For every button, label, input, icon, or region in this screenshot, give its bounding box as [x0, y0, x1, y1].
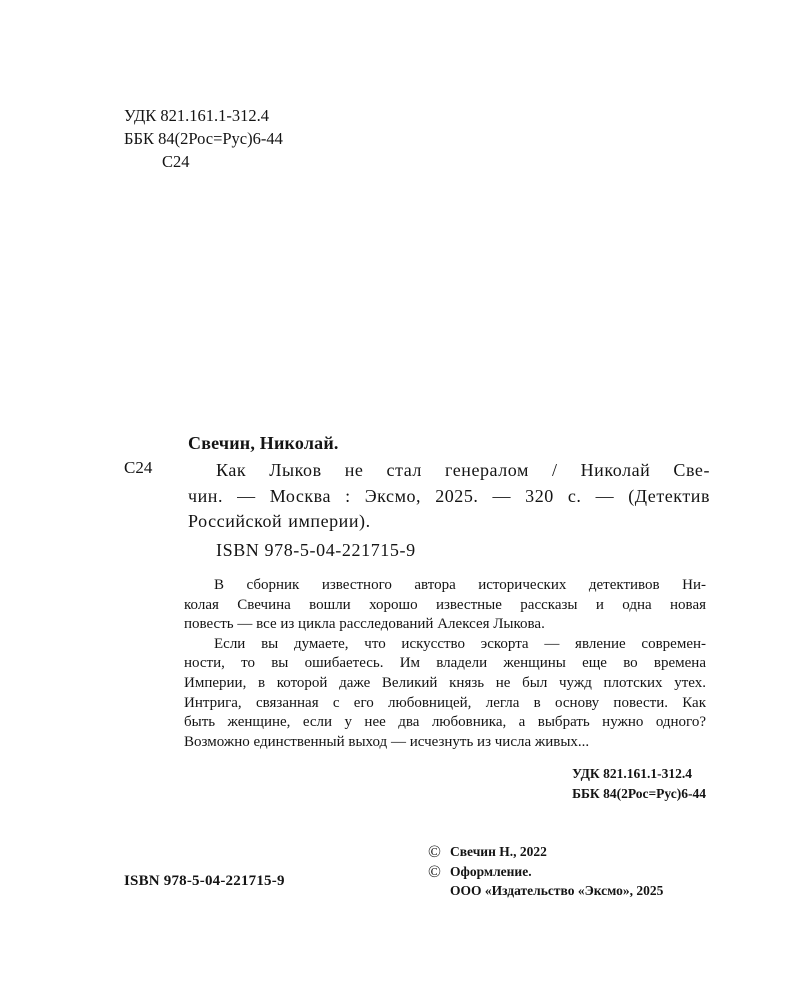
annotation-line: Империи, в которой даже Великий князь не был чужд плотских утех.	[184, 674, 706, 691]
copyright-publisher-row	[428, 881, 663, 901]
annotation-line: колая Свечина вошли хорошо известные рассказы и одна новая	[184, 596, 706, 613]
copyright-author-row	[428, 842, 663, 862]
copyright-icon: ©	[428, 842, 441, 861]
annotation-line: ности, то вы ошибаетесь. Им владели женщины еще во времена	[184, 655, 706, 672]
copyright-icon: ©	[428, 861, 441, 881]
top-classification-block	[124, 104, 283, 173]
description-line: Как Лыков не стал генералом / Николай Све-	[216, 460, 710, 480]
annotation-line: быть женщине, если у нее два любовника, а выбрать нужно одного?	[184, 714, 706, 731]
annotation-line: Если вы думаете, что искусство эскорта — явление современ-	[214, 635, 706, 652]
annotation-line: Интрига, связанная с его любовницей, легла в основу повести. Как	[184, 694, 706, 711]
udk-code: УДК 821.161.1-312.4	[124, 106, 270, 125]
description-line: Российской империи).	[188, 511, 371, 532]
isbn-bottom: ISBN 978-5-04-221715-9	[124, 873, 285, 889]
bottom-bbk-code: ББК 84(2Рос=Рус)6-44	[572, 786, 706, 801]
author-mark: С24	[162, 152, 190, 171]
copyright-design: Оформление.	[450, 863, 532, 879]
card-author: Свечин, Николай.	[188, 433, 339, 453]
card-author-mark: С24	[124, 458, 153, 477]
copyright-publisher: ООО «Издательство «Эксмо», 2025	[450, 883, 664, 898]
annotation	[184, 576, 706, 752]
card-isbn: ISBN 978-5-04-221715-9	[216, 540, 416, 560]
copyright-author: Свечин Н., 2022	[450, 844, 547, 859]
bottom-udk-code: УДК 821.161.1-312.4	[572, 766, 692, 781]
description-line: чин. — Москва : Эксмо, 2025. — 320 с. — (Детектив	[188, 485, 710, 506]
annotation-line: Возможно единственный выход — исчезнуть из числа живых...	[184, 733, 590, 750]
bottom-classification-block	[572, 764, 706, 804]
copyright-design-row	[428, 862, 663, 882]
annotation-line: повесть — все из цикла расследований Алексея Лыкова.	[184, 616, 545, 633]
bbk-code: ББК 84(2Рос=Рус)6-44	[124, 129, 283, 148]
copyright-block	[428, 842, 663, 901]
annotation-line: В сборник известного автора исторических детективов Ни-	[214, 577, 706, 593]
card-bibliographic-description	[188, 458, 710, 535]
